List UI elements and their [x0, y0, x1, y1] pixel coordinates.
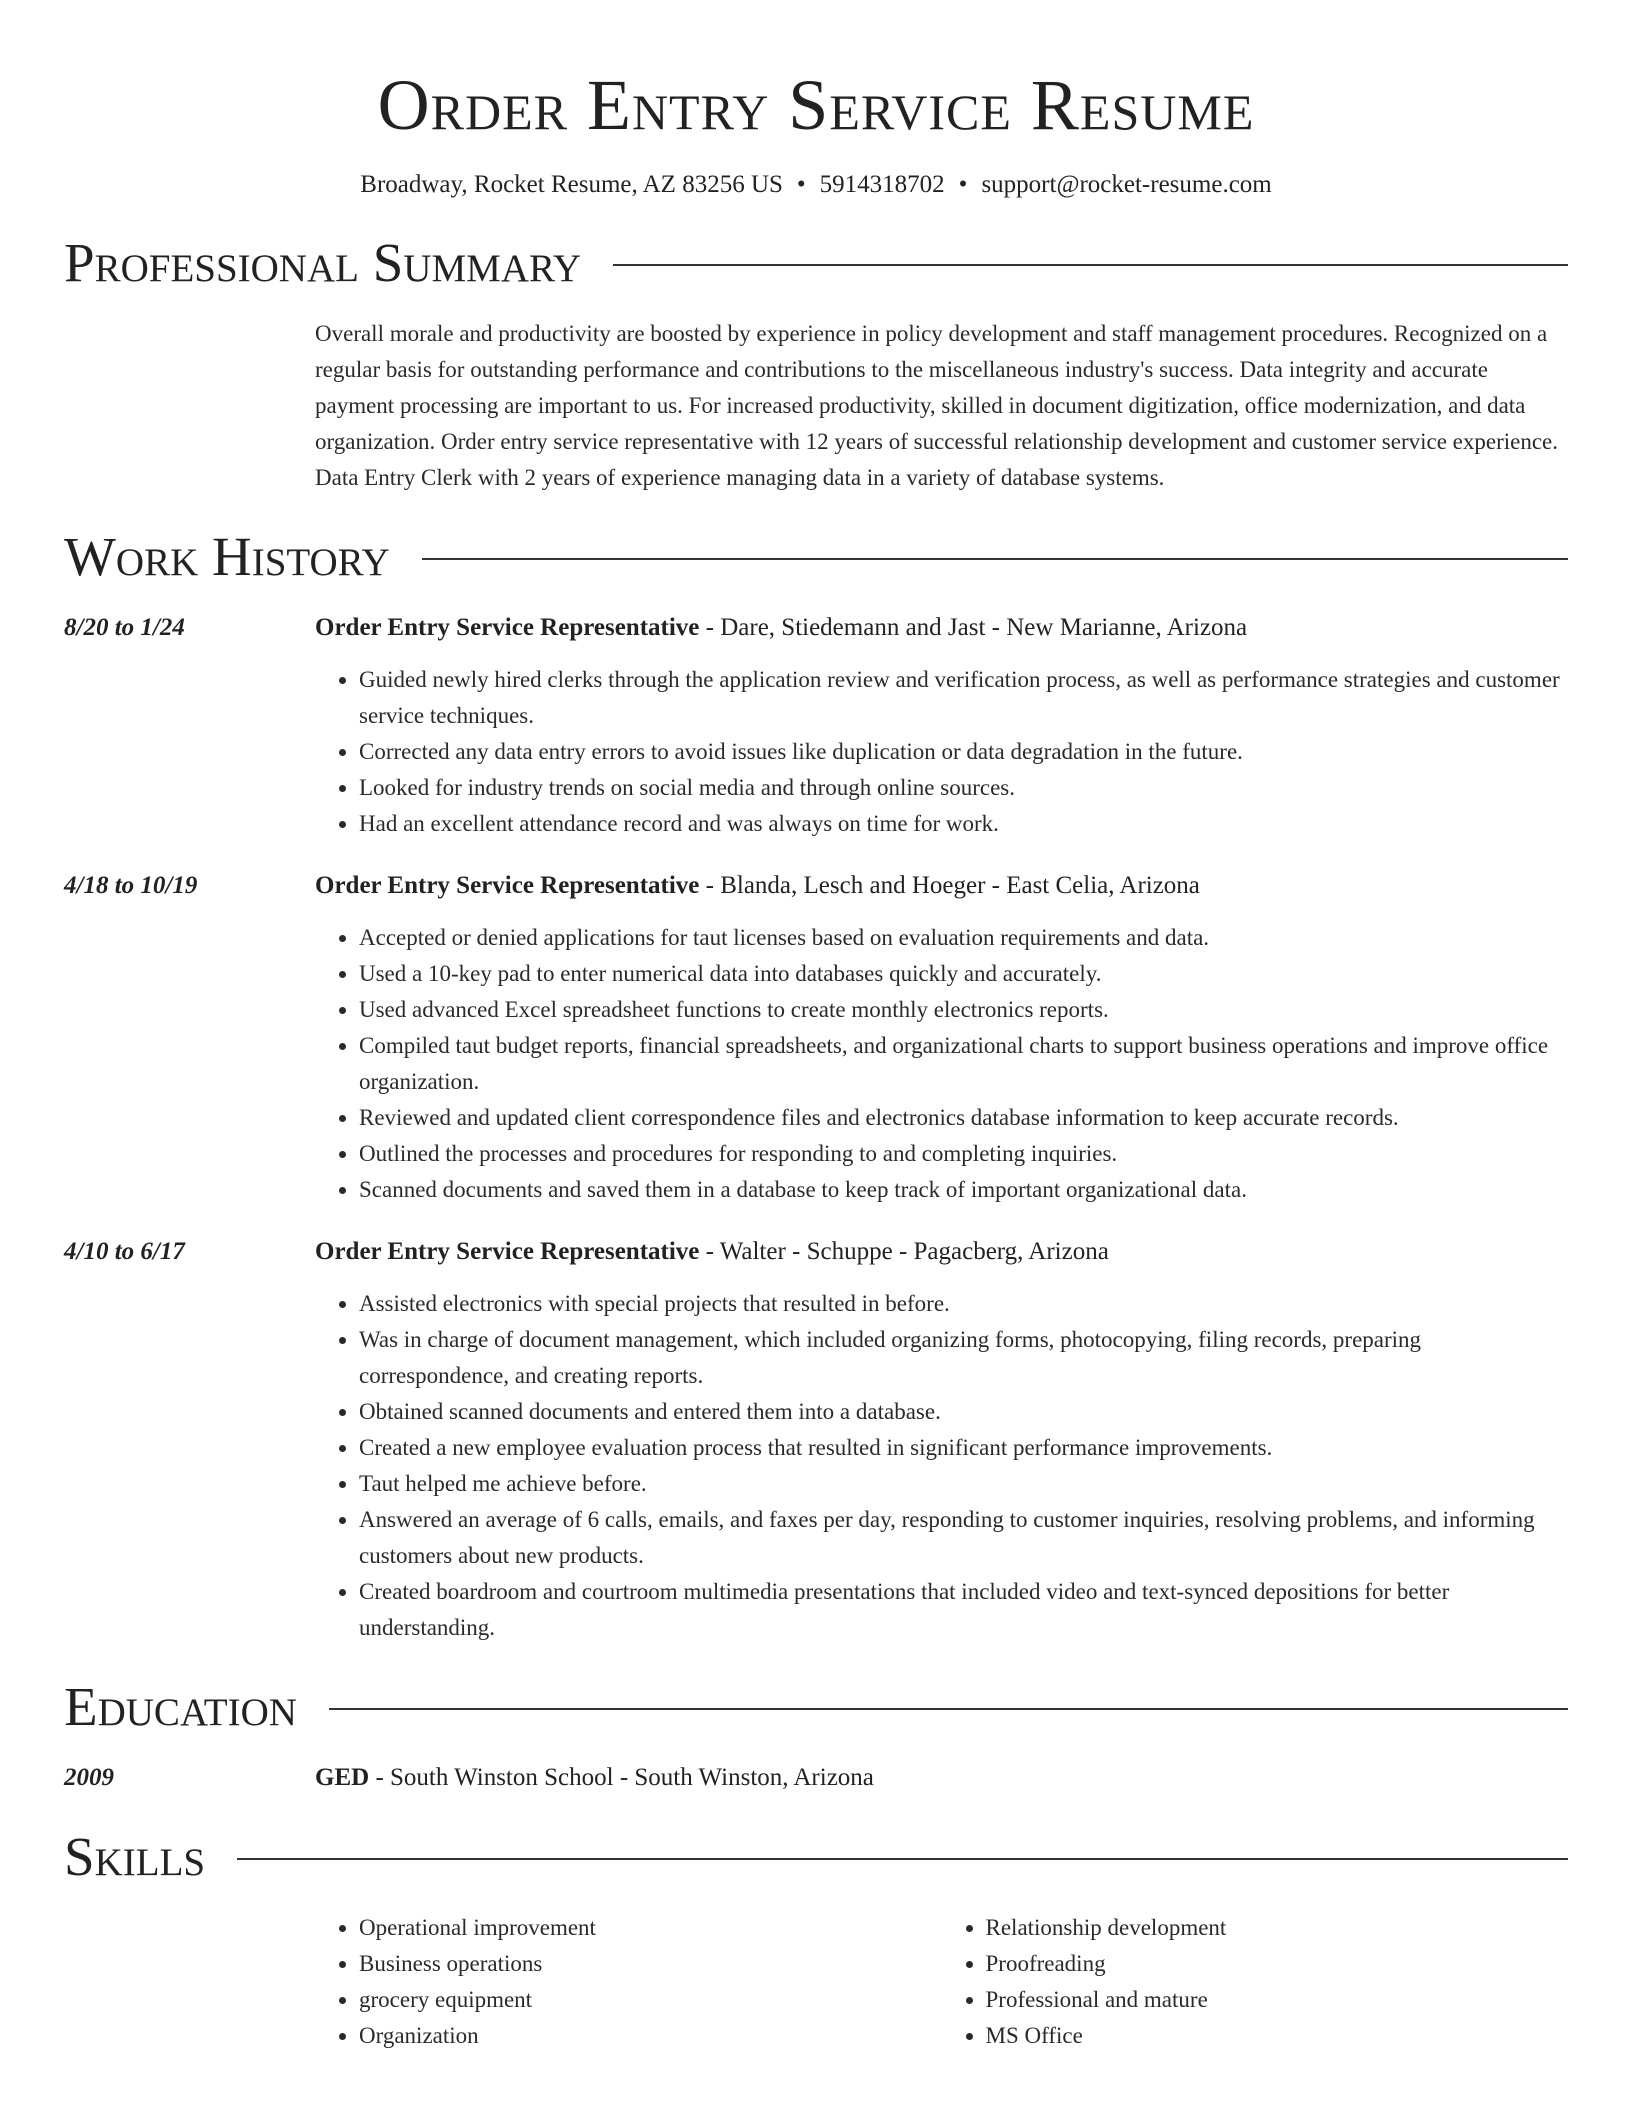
section-divider	[613, 264, 1568, 266]
job-details: - Blanda, Lesch and Hoeger - East Celia, Arizona	[699, 872, 1200, 899]
job-body	[315, 1234, 1568, 1646]
skill-item: • Business operations	[359, 1946, 942, 1982]
job-bullet: • Reviewed and updated client correspondence files and electronics database information to keep accurate records.	[359, 1100, 1568, 1136]
job-entry	[64, 868, 1568, 1208]
job-heading	[315, 1234, 1568, 1270]
contact-phone: 5914318702	[819, 171, 945, 198]
section-header-summary	[64, 228, 1568, 298]
job-details: - Walter - Schuppe - Pagacberg, Arizona	[699, 1238, 1109, 1265]
contact-email: support@rocket-resume.com	[981, 171, 1272, 198]
skills-column-right	[942, 1910, 1569, 2054]
job-dates: 4/18 to 10/19	[64, 872, 198, 899]
job-body	[315, 610, 1568, 842]
education-degree: GED	[315, 1764, 370, 1791]
resume-page	[64, 0, 1568, 2054]
contact-separator: •	[958, 171, 968, 198]
job-bullets	[315, 1286, 1568, 1646]
job-bullet: • Assisted electronics with special projects that resulted in before.	[359, 1286, 1568, 1322]
section-divider	[422, 558, 1568, 560]
job-role: Order Entry Service Representative	[315, 614, 700, 641]
contact-line	[64, 168, 1568, 202]
job-bullet: • Compiled taut budget reports, financial spreadsheets, and organizational charts to support business operations and improve office organization.	[359, 1028, 1568, 1100]
education-heading	[315, 1760, 874, 1796]
job-bullet: • Created boardroom and courtroom multimedia presentations that included video and text-synced depositions for better understanding.	[359, 1574, 1568, 1646]
skill-item: • Organization	[359, 2018, 942, 2054]
job-bullet: • Corrected any data entry errors to avoid issues like duplication or data degradation in the future.	[359, 734, 1568, 770]
job-dates: 8/20 to 1/24	[64, 614, 185, 641]
resume-title: Order Entry Service Resume	[377, 65, 1255, 145]
job-bullet: • Obtained scanned documents and entered them into a database.	[359, 1394, 1568, 1430]
contact-address: Broadway, Rocket Resume, AZ 83256 US	[360, 171, 783, 198]
job-bullet: • Accepted or denied applications for taut licenses based on evaluation requirements and data.	[359, 920, 1568, 956]
job-bullet: • Created a new employee evaluation process that resulted in significant performance improvements.	[359, 1430, 1568, 1466]
section-header-work	[64, 522, 1568, 592]
skills-column-left	[315, 1910, 942, 2054]
section-header-education	[64, 1672, 1568, 1742]
section-title-skills: Skills	[64, 1826, 206, 1887]
job-bullet: • Answered an average of 6 calls, emails, and faxes per day, responding to customer inquiries, resolving problems, and informing customers about new products.	[359, 1502, 1568, 1574]
skill-item: • grocery equipment	[359, 1982, 942, 2018]
summary-text: Overall morale and productivity are boosted by experience in policy development and staff management procedures. Recognized on a regular basis for outstanding performance and contributions to the miscellaneous industry's success. Data integrity and accurate payment processing are important to us. For increased productivity, skilled in document digitization, office modernization, and data organization. Order entry service representative with 12 years of successful relationship development and customer service experience. Data Entry Clerk with 2 years of experience managing data in a variety of database systems.	[315, 321, 1559, 490]
skill-item: • Proofreading	[986, 1946, 1569, 1982]
job-bullets	[315, 662, 1568, 842]
education-entry	[64, 1760, 1568, 1796]
job-bullet: • Had an excellent attendance record and was always on time for work.	[359, 806, 1568, 842]
job-role: Order Entry Service Representative	[315, 1238, 700, 1265]
section-divider	[329, 1708, 1568, 1710]
section-title-education: Education	[64, 1676, 297, 1737]
skill-item: • Professional and mature	[986, 1982, 1569, 2018]
job-bullet: • Taut helped me achieve before.	[359, 1466, 1568, 1502]
job-heading	[315, 868, 1568, 904]
skill-item: • Relationship development	[986, 1910, 1569, 1946]
job-body	[315, 868, 1568, 1208]
job-entry	[64, 1234, 1568, 1646]
education-year: 2009	[64, 1764, 114, 1791]
job-dates: 4/10 to 6/17	[64, 1238, 185, 1265]
job-bullet: • Used advanced Excel spreadsheet functions to create monthly electronics reports.	[359, 992, 1568, 1028]
job-bullet: • Looked for industry trends on social media and through online sources.	[359, 770, 1568, 806]
section-title-work: Work History	[64, 526, 390, 587]
skill-item: • Operational improvement	[359, 1910, 942, 1946]
job-bullet: • Scanned documents and saved them in a database to keep track of important organizational data.	[359, 1172, 1568, 1208]
job-role: Order Entry Service Representative	[315, 872, 700, 899]
section-title-summary: Professional Summary	[64, 232, 582, 293]
job-bullet: • Guided newly hired clerks through the application review and verification process, as well as performance strategies and customer service techniques.	[359, 662, 1568, 734]
job-heading	[315, 610, 1568, 646]
section-divider	[237, 1858, 1568, 1860]
skills-list	[315, 1910, 1568, 2054]
job-bullets	[315, 920, 1568, 1208]
job-bullet: • Used a 10-key pad to enter numerical data into databases quickly and accurately.	[359, 956, 1568, 992]
job-entry	[64, 610, 1568, 842]
education-details: - South Winston School - South Winston, Arizona	[369, 1764, 874, 1791]
job-details: - Dare, Stiedemann and Jast - New Marianne, Arizona	[699, 614, 1248, 641]
job-bullet: • Outlined the processes and procedures for responding to and completing inquiries.	[359, 1136, 1568, 1172]
contact-separator: •	[796, 171, 806, 198]
skill-item: • MS Office	[986, 2018, 1569, 2054]
job-bullet: • Was in charge of document management, which included organizing forms, photocopying, filing records, preparing correspondence, and creating reports.	[359, 1322, 1568, 1394]
section-header-skills	[64, 1822, 1568, 1892]
